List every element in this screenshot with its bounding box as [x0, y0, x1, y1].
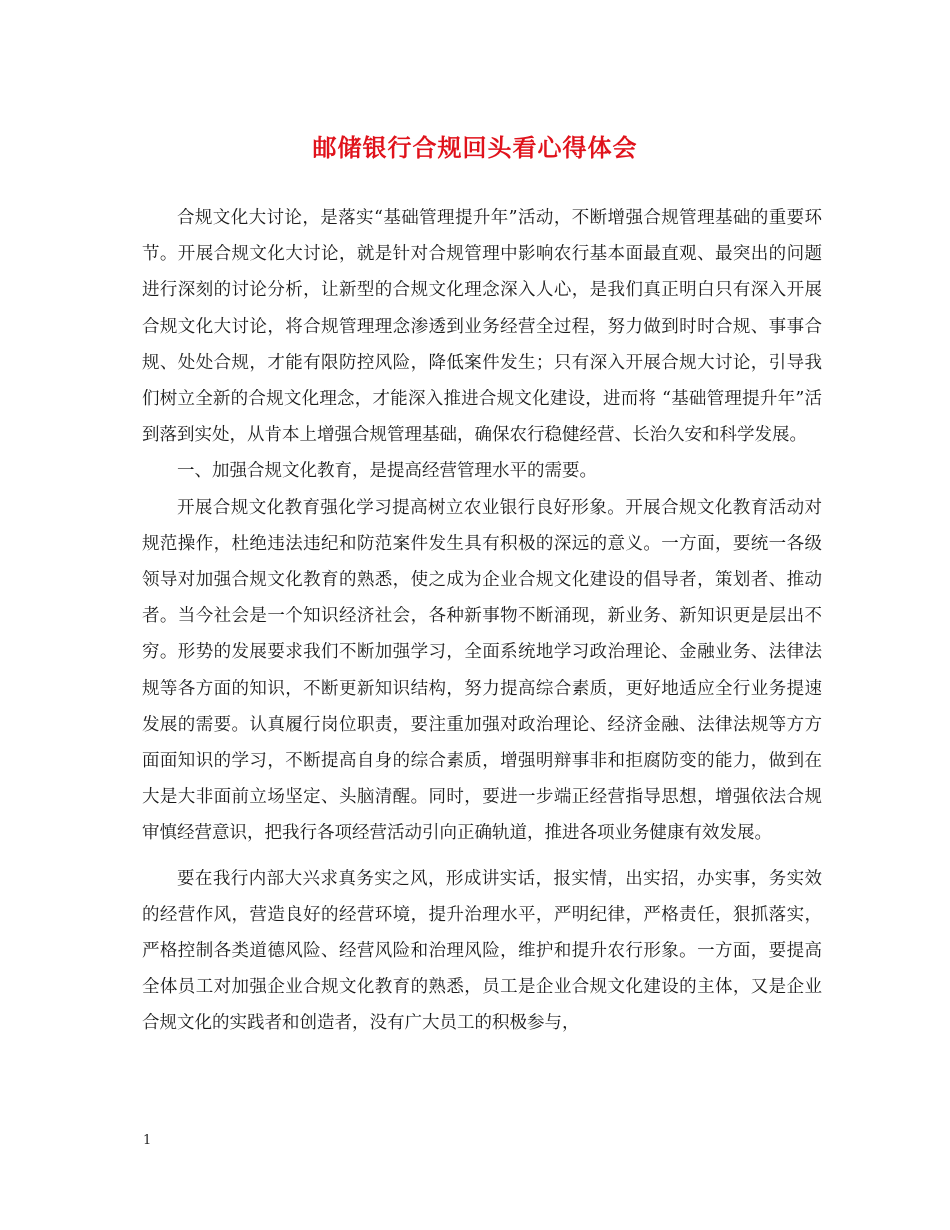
section-heading-1: 一、加强合规文化教育，是提高经营管理水平的需要。: [177, 461, 597, 482]
page-number: 1: [143, 1133, 152, 1148]
paragraph-section-1: 开展合规文化教育强化学习提高树立农业银行良好形象。开展合规文化教育活动对规范操作，杜绝违法违纪和防范案件发生具有积极的深远的意义。一方面，要统一各级领导对加强合规文化教育的熟悉，使之成为企业合规文化建设的倡导者，策划者、推动者。当今社会是一个知识经济社会，各种新事物不断涌现，新业务、新知识更是层出不穷。形势的发展要求我们不断加强学习，全面系统地学习政治理论、金融业务、法律法规等各方面的知识，不断更新知识结构，努力提高综合素质，更好地适应全行业务提速发展的需要。认真履行岗位职责，要注重加强对政治理论、经济金融、法律法规等方方面面知识的学习，不断提高自身的综合素质，增强明辩事非和拒腐防变的能力，做到在大是大非面前立场坚定、头脑清醒。同时，要进一步端正经营指导思想，增强依法合规审慎经营意识，把我行各项经营活动引向正确轨道，推进各项业务健康有效发展。: [142, 497, 822, 844]
paragraph-section-1-cont: 要在我行内部大兴求真务实之风，形成讲实话，报实情，出实招，办实事，务实效的经营作风，营造良好的经营环境，提升治理水平，严明纪律，严格责任，狠抓落实，严格控制各类道德风险、经营风险和治理风险，维护和提升农行形象。一方面，要提高全体员工对加强企业合规文化教育的熟悉，员工是企业合规文化建设的主体，又是企业合规文化的实践者和创造者，没有广大员工的积极参与，: [142, 868, 822, 1034]
document-body: [142, 200, 822, 1042]
document-title: 邮储银行合规回头看心得体会: [312, 133, 638, 162]
paragraph-intro: 合规文化大讨论，是落实“基础管理提升年”活动，不断增强合规管理基础的重要环节。开展合规文化大讨论，就是针对合规管理中影响农行基本面最直观、最突出的问题进行深刻的讨论分析，让新型的合规文化理念深入人心，是我们真正明白只有深入开展合规文化大讨论，将合规管理理念渗透到业务经营全过程，努力做到时时合规、事事合规、处处合规，才能有限防控风险，降低案件发生；只有深入开展合规大讨论，引导我们树立全新的合规文化理念，才能深入推进合规文化建设，进而将 “基础管理提升年”活到落到实处，从肯本上增强合规管理基础，确保农行稳健经营、长治久安和科学发展。: [142, 208, 822, 446]
